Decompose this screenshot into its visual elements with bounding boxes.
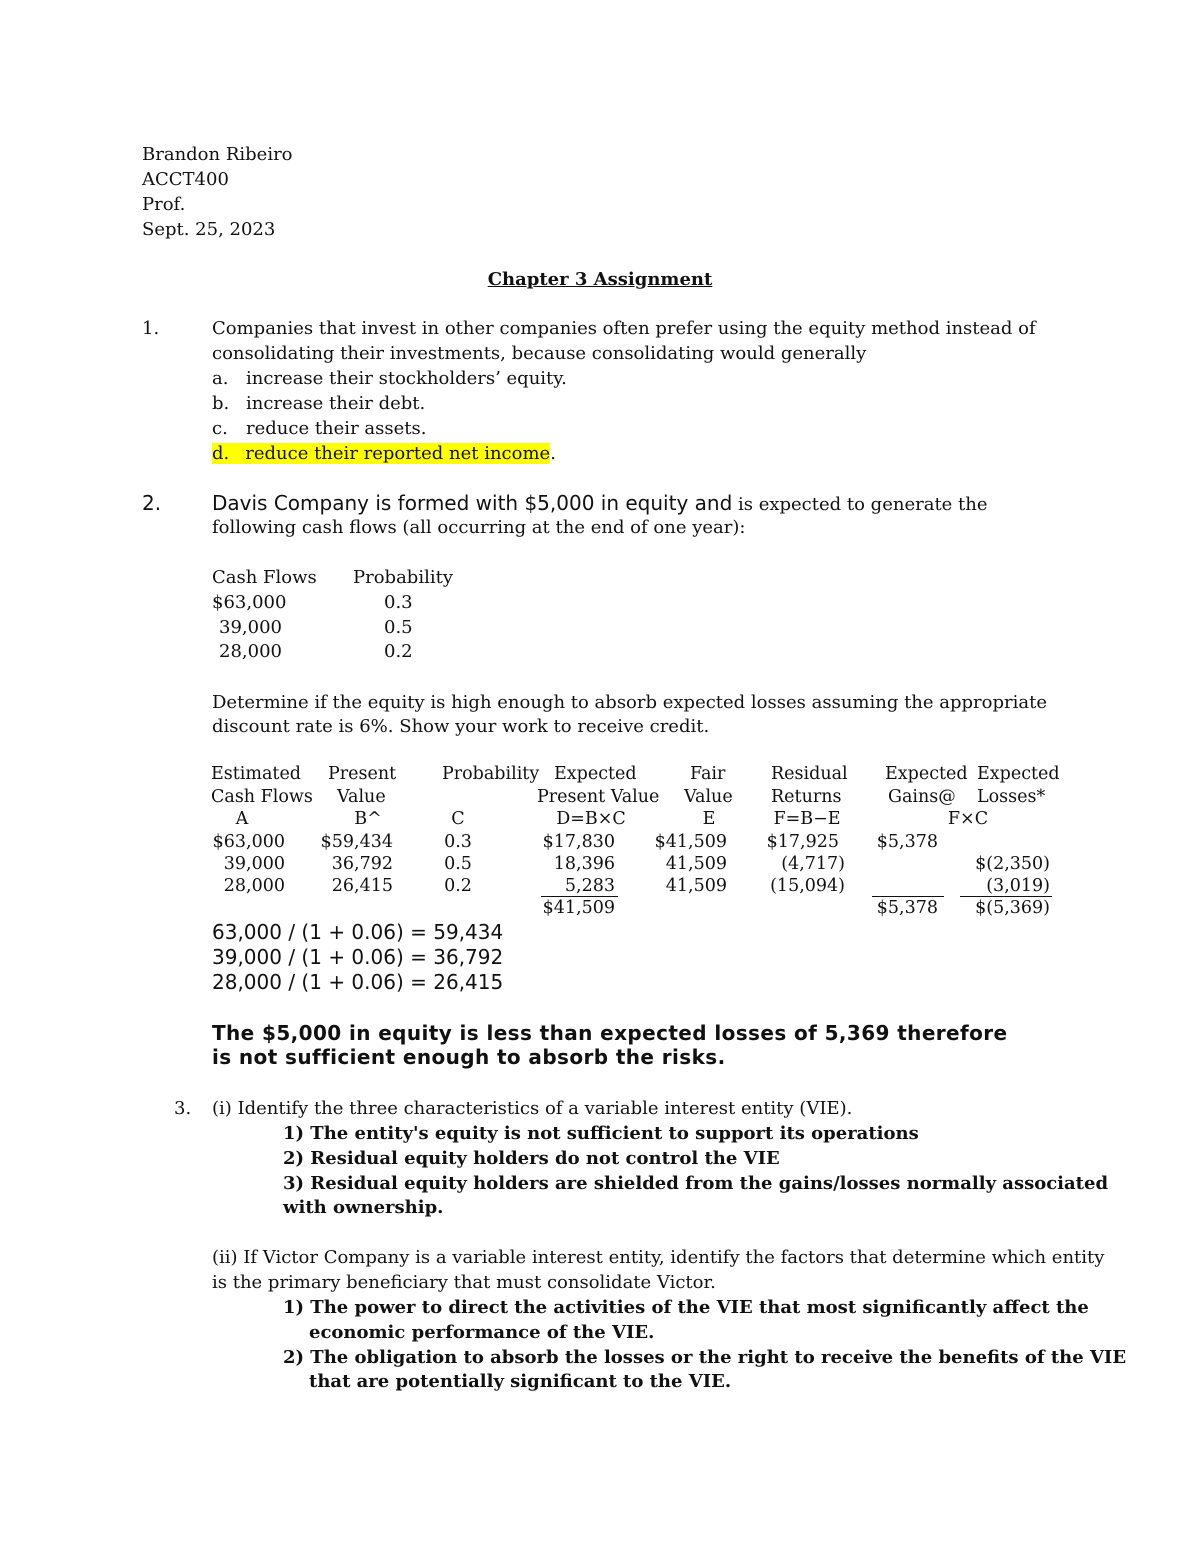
- professor: Prof.: [142, 194, 186, 215]
- page-title: Chapter 3 Assignment: [487, 269, 713, 290]
- total-d: $41,509: [542, 898, 615, 918]
- q3-ans1-3: 3) Residual equity holders are shielded from the gains/losses normally associated: [283, 1173, 1109, 1194]
- th-present: Present: [328, 764, 397, 784]
- cell-r2-e: 41,509: [665, 854, 727, 874]
- q1-option-c-text: reduce their assets.: [246, 418, 427, 439]
- q3-ans2-2: 2) The obligation to absorb the losses or the right to receive the benefits of the VIE: [283, 1347, 1127, 1368]
- cell-r3-losses-underlined: (3,019): [986, 876, 1050, 896]
- cell-r1-d: $17,830: [542, 832, 615, 852]
- q1-option-d: [212, 442, 556, 466]
- prob-row-2: 0.5: [384, 617, 413, 638]
- q1-option-d-letter: d.: [212, 443, 230, 464]
- cell-r2-d: 18,396: [553, 854, 615, 874]
- th2-cash-flows: Cash Flows: [211, 787, 313, 807]
- cell-r2-b: 36,792: [331, 854, 393, 874]
- prob-row-3: 0.2: [384, 641, 413, 662]
- total-gains: $5,378: [876, 898, 938, 918]
- work-line-2: 39,000 / (1 + 0.06) = 36,792: [212, 945, 504, 969]
- q2-prompt-line2: discount rate is 6%. Show your work to receive credit.: [212, 716, 710, 737]
- q3-part1: (i) Identify the three characteristics of a variable interest entity (VIE).: [212, 1098, 853, 1119]
- cf-row-1: $63,000: [212, 592, 287, 613]
- date: Sept. 25, 2023: [142, 219, 276, 240]
- cell-r2-f: (4,717): [781, 854, 845, 874]
- conclusion-line-2: is not sufficient enough to absorb the risks.: [212, 1045, 726, 1069]
- th2-fair-value: Value: [684, 787, 733, 807]
- q3-ans2-1-cont: economic performance of the VIE.: [309, 1322, 655, 1343]
- q1-stem-line1: Companies that invest in other companies often prefer using the equity method instead of: [212, 318, 1036, 339]
- cell-r1-c: 0.3: [444, 832, 472, 852]
- cell-r1-a: $63,000: [212, 832, 285, 852]
- th-expected-pv: Expected: [554, 764, 637, 784]
- cell-r1-f: $17,925: [766, 832, 839, 852]
- course-code: ACCT400: [142, 169, 229, 190]
- q3-ans2-1: 1) The power to direct the activities of the VIE that most significantly affect the: [283, 1297, 1089, 1318]
- prob-row-1: 0.3: [384, 592, 413, 613]
- cell-r3-d-underlined: 5,283: [564, 876, 615, 896]
- cf-row-2: 39,000: [219, 617, 282, 638]
- q1-stem-line2: consolidating their investments, because consolidating would generally: [212, 343, 867, 364]
- conclusion-line-1: The $5,000 in equity is less than expected losses of 5,369 therefore: [212, 1021, 1008, 1045]
- th-estimated: Estimated: [211, 764, 302, 784]
- q3-number: 3.: [174, 1098, 192, 1119]
- q2-stem-sans: Davis Company is formed with $5,000 in equity and: [212, 491, 733, 515]
- q1-option-a-letter: a.: [212, 368, 229, 389]
- th3-d: D=B×C: [556, 809, 626, 829]
- cell-r3-e: 41,509: [665, 876, 727, 896]
- q1-option-d-period: .: [550, 443, 556, 464]
- q1-option-c-letter: c.: [212, 418, 228, 439]
- th3-fxc: F×C: [947, 809, 989, 829]
- q3-ans1-2: 2) Residual equity holders do not control the VIE: [283, 1148, 780, 1169]
- cell-r2-losses: $(2,350): [975, 854, 1050, 874]
- q3-ans1-3-cont: with ownership.: [283, 1197, 444, 1218]
- cell-r3-d: [535, 875, 615, 898]
- author-name: Brandon Ribeiro: [142, 144, 293, 165]
- q1-option-a-text: increase their stockholders’ equity.: [246, 368, 567, 389]
- th3-b: B^: [354, 809, 382, 829]
- th3-e: E: [702, 809, 716, 829]
- cell-r2-c: 0.5: [444, 854, 472, 874]
- th-residual: Residual: [771, 764, 848, 784]
- cell-r1-gains: $5,378: [876, 832, 938, 852]
- q1-option-b-letter: b.: [212, 393, 230, 414]
- q2-stem-serif: is expected to generate the: [732, 494, 988, 515]
- q1-option-d-text: reduce their reported net income: [245, 443, 551, 464]
- cf-row-3: 28,000: [219, 641, 282, 662]
- th-fair: Fair: [690, 764, 726, 784]
- th3-f: F=B−E: [773, 809, 841, 829]
- th2-present-value: Present Value: [537, 787, 660, 807]
- cell-r1-b: $59,434: [320, 832, 393, 852]
- th2-gains: Gains@: [888, 787, 956, 807]
- q3-part2-line2: is the primary beneficiary that must consolidate Victor.: [212, 1272, 716, 1293]
- q1-option-d-highlight: [212, 443, 550, 464]
- th3-c: C: [451, 809, 465, 829]
- th-expected-gains: Expected: [885, 764, 968, 784]
- q2-stem-line1: [212, 490, 988, 518]
- th2-value: Value: [337, 787, 386, 807]
- q2-stem-line2: following cash flows (all occurring at the end of one year):: [212, 517, 746, 538]
- th-probability: Probability: [442, 764, 540, 784]
- cell-r3-b: 26,415: [331, 876, 393, 896]
- work-line-3: 28,000 / (1 + 0.06) = 26,415: [212, 970, 504, 994]
- th-expected-losses: Expected: [977, 764, 1060, 784]
- prob-header: Probability: [353, 567, 454, 588]
- cell-r1-e: $41,509: [654, 832, 727, 852]
- q3-ans1-1: 1) The entity's equity is not sufficient to support its operations: [283, 1123, 919, 1144]
- q1-number: 1.: [142, 318, 160, 339]
- cell-r3-losses: [970, 875, 1050, 898]
- cf-header: Cash Flows: [212, 567, 317, 588]
- cell-r3-c: 0.2: [444, 876, 472, 896]
- q2-number: 2.: [142, 491, 162, 515]
- cell-r3-f: (15,094): [770, 876, 845, 896]
- total-losses: $(5,369): [975, 898, 1050, 918]
- cell-r2-a: 39,000: [223, 854, 285, 874]
- q2-prompt-line1: Determine if the equity is high enough to absorb expected losses assuming the appropriate: [212, 692, 1047, 713]
- q3-ans2-2-cont: that are potentially significant to the VIE.: [309, 1371, 732, 1392]
- th2-returns: Returns: [771, 787, 842, 807]
- work-line-1: 63,000 / (1 + 0.06) = 59,434: [212, 920, 504, 944]
- th2-losses: Losses*: [977, 787, 1046, 807]
- cell-r3-a: 28,000: [223, 876, 285, 896]
- q1-option-b-text: increase their debt.: [246, 393, 426, 414]
- th3-a: A: [235, 809, 249, 829]
- q3-part2-line1: (ii) If Victor Company is a variable interest entity, identify the factors that determine which entity: [212, 1247, 1105, 1268]
